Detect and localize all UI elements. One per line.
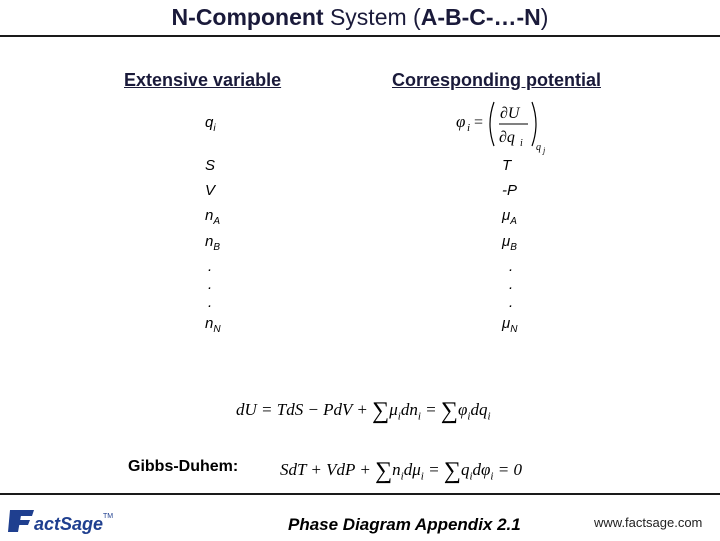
extensive-variable-cell: $n_B$ — [205, 233, 221, 253]
internal-energy-equation: dU = TdS − PdV + $\sum\mu_idn_i = \sum\varphi_idq_i$ — [236, 398, 491, 424]
slide-title: Phase Diagram Appendix 2.1 — [288, 515, 521, 534]
corresponding-potential-heading: Corresponding potential — [392, 70, 601, 90]
extensive-variable-heading: Extensive variable — [124, 70, 282, 90]
extensive-variable-cell: . — [208, 258, 213, 275]
extensive-variable-cell: S — [205, 157, 216, 174]
svg-text:∂U: ∂U — [500, 105, 520, 122]
svg-text:∂q: ∂q — [499, 129, 515, 146]
title-part-close: ) — [540, 4, 549, 30]
extensive-variable-cell: $q_i$ — [205, 114, 216, 134]
title-part-bold-1: N-Component — [171, 4, 324, 30]
extensive-variable-cell: . — [208, 294, 213, 311]
potential-cell: . — [509, 294, 514, 311]
svg-text:j: j — [543, 146, 546, 155]
potential-cell: T — [502, 157, 512, 174]
footer-divider — [0, 493, 720, 495]
potential-cell: $\mu_A$ — [502, 207, 517, 227]
website-link[interactable]: www.factsage.com — [594, 515, 703, 530]
page-title — [0, 4, 720, 31]
extensive-variable-cell: $n_A$ — [205, 207, 221, 227]
potential-cell: . — [509, 276, 514, 293]
potential-definition — [452, 96, 552, 156]
svg-text:TM: TM — [103, 513, 114, 520]
extensive-variable-cell: V — [205, 182, 216, 199]
title-divider — [0, 35, 720, 37]
svg-text:φ: φ — [456, 112, 466, 131]
potential-cell: $\mu_N$ — [502, 315, 518, 335]
extensive-variable-cell: $n_N$ — [205, 315, 221, 335]
potential-cell: . — [509, 258, 514, 275]
svg-text:actSage: actSage — [34, 514, 104, 534]
svg-text:=: = — [474, 114, 484, 131]
factsage-logo — [6, 506, 116, 541]
title-part-normal: System ( — [323, 4, 421, 30]
gibbs-duhem-equation: SdT + VdP + $\sum n_id\mu_i = \sum q_id\varphi_i = 0$ — [280, 458, 522, 484]
potential-cell: -P — [502, 182, 517, 199]
svg-text:i: i — [467, 122, 471, 134]
gibbs-duhem-label: Gibbs-Duhem: — [128, 458, 239, 475]
extensive-variable-cell: . — [208, 276, 213, 293]
title-part-bold-2: A-B-C-…-N — [420, 4, 541, 30]
potential-cell: $\mu_B$ — [502, 233, 517, 253]
svg-text:q: q — [536, 142, 541, 153]
svg-text:i: i — [520, 138, 523, 149]
factsage-logo-icon — [6, 506, 116, 536]
